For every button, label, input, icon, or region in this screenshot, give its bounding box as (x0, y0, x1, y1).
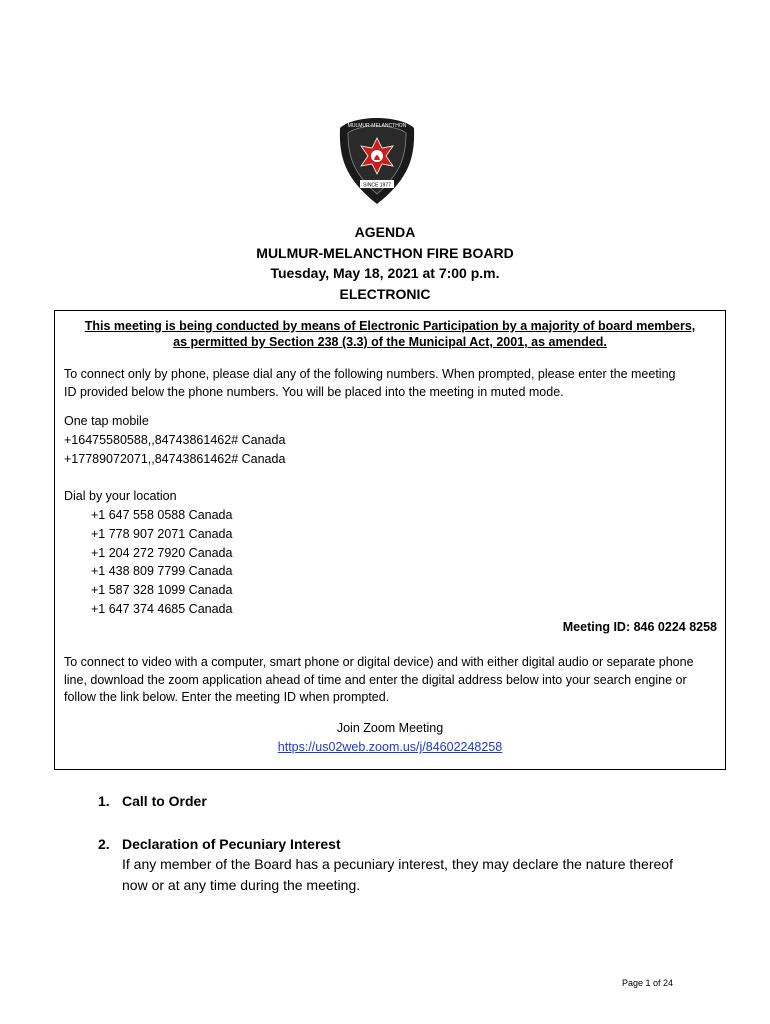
agenda-item-title: Declaration of Pecuniary Interest (122, 836, 341, 852)
one-tap-number: +16475580588,,84743861462# Canada (64, 433, 286, 447)
video-instructions-line2: line, download the zoom application ahead of time and enter the digital address below into your search engine or (64, 672, 687, 687)
electronic-participation-notice (54, 310, 726, 770)
agenda-title (0, 222, 770, 304)
title-line-date: Tuesday, May 18, 2021 at 7:00 p.m. (270, 265, 500, 281)
notice-heading (55, 318, 725, 350)
meeting-id: Meeting ID: 846 0224 8258 (562, 620, 717, 634)
dial-label: Dial by your location (64, 489, 177, 503)
notice-heading-line1: This meeting is being conducted by means of Electronic Participation by a majority of board members, (84, 319, 696, 333)
title-line-agenda: AGENDA (354, 224, 416, 240)
page-number: Page 1 of 24 (622, 978, 674, 988)
dial-number: +1 438 809 7799 Canada (91, 564, 233, 578)
agenda-item-pecuniary-interest (98, 834, 341, 854)
agenda-item-number: 1. (98, 793, 110, 809)
zoom-meeting-link[interactable]: https://us02web.zoom.us/j/84602248258 (277, 740, 503, 754)
agenda-item-call-to-order (98, 791, 207, 811)
logo-bottom-text: SINCE 1977 (363, 182, 391, 189)
fire-department-crest-logo (338, 116, 416, 206)
notice-heading-line2: as permitted by Section 238 (3.3) of the Municipal Act, 2001, as amended. (173, 335, 607, 349)
video-instructions-line1: To connect to video with a computer, smart phone or digital device) and with either digital audio or separate phone (64, 655, 694, 669)
one-tap-number: +17789072071,,84743861462# Canada (64, 452, 286, 466)
agenda-item-body-line1: If any member of the Board has a pecuniary interest, they may declare the nature thereof (122, 856, 673, 872)
dial-number: +1 778 907 2071 Canada (91, 527, 233, 541)
dial-number: +1 204 272 7920 Canada (91, 546, 233, 560)
title-line-board: MULMUR-MELANCTHON FIRE BOARD (256, 244, 514, 261)
dial-number: +1 587 328 1099 Canada (91, 583, 233, 597)
phone-instructions (64, 366, 676, 401)
join-zoom-label: Join Zoom Meeting (336, 721, 444, 735)
agenda-item-body-line2: now or at any time during the meeting. (122, 877, 361, 893)
video-instructions-line3: follow the link below. Enter the meeting ID when prompted. (64, 690, 390, 704)
phone-instructions-line1: To connect only by phone, please dial any of the following numbers. When prompted, please enter the meeting (64, 367, 676, 381)
dial-number: +1 647 374 4685 Canada (91, 602, 233, 616)
title-line-format: ELECTRONIC (339, 285, 431, 302)
video-instructions (64, 654, 694, 707)
dial-number: +1 647 558 0588 Canada (91, 508, 233, 522)
agenda-item-number: 2. (98, 836, 110, 852)
phone-instructions-line2: ID provided below the phone numbers. You will be placed into the meeting in muted mode. (64, 384, 564, 399)
one-tap-label: One tap mobile (64, 414, 149, 428)
agenda-item-title: Call to Order (122, 793, 207, 809)
logo-top-text: MULMUR-MELANCTHON (347, 123, 407, 129)
